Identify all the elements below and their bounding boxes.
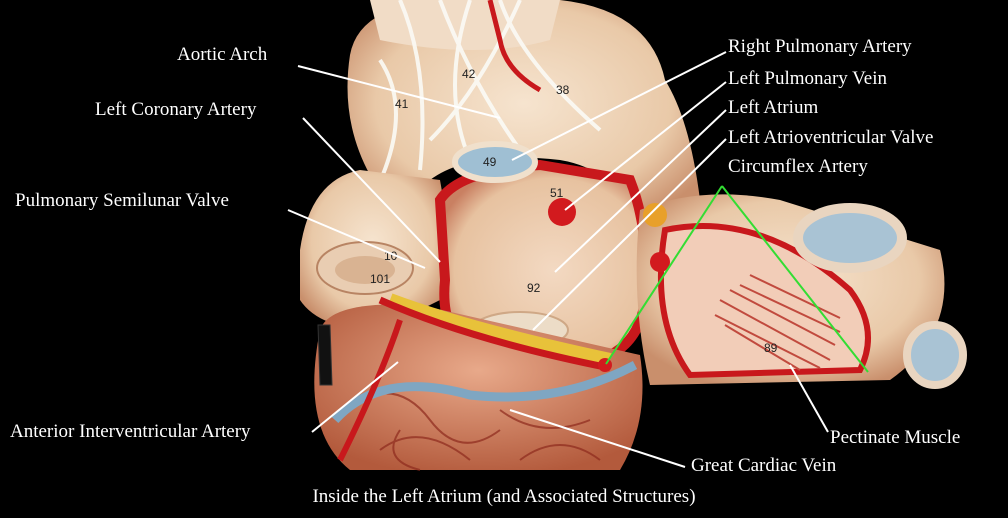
label-left-coronary-artery: Left Coronary Artery xyxy=(95,99,257,120)
label-pulmonary-semilunar-valve: Pulmonary Semilunar Valve xyxy=(15,190,229,211)
figure-caption: Inside the Left Atrium (and Associated Structures) xyxy=(312,486,696,507)
model-clip xyxy=(318,325,332,385)
pulmonary-vein-marker xyxy=(548,198,576,226)
circumflex-marker xyxy=(598,358,612,372)
num-89: 89 xyxy=(764,341,778,355)
num-101: 101 xyxy=(370,272,391,286)
label-circumflex-artery: Circumflex Artery xyxy=(728,156,868,177)
num-49: 49 xyxy=(483,155,497,169)
num-51: 51 xyxy=(550,186,564,200)
label-aortic-arch: Aortic Arch xyxy=(177,44,268,65)
num-42: 42 xyxy=(462,67,476,81)
label-pectinate-muscle: Pectinate Muscle xyxy=(830,427,961,448)
label-great-cardiac-vein: Great Cardiac Vein xyxy=(691,455,837,476)
num-10: 10 xyxy=(384,249,398,263)
pulmonary-vein-stub-lower xyxy=(907,325,963,385)
num-41: 41 xyxy=(395,97,409,111)
label-left-pulmonary-vein: Left Pulmonary Vein xyxy=(728,68,888,89)
num-38: 38 xyxy=(556,83,570,97)
label-anterior-interventricular-artery: Anterior Interventricular Artery xyxy=(10,421,251,442)
top-vessels-shape xyxy=(370,0,560,50)
label-left-atrioventricular-valve: Left Atrioventricular Valve xyxy=(728,127,934,148)
label-right-pulmonary-artery: Right Pulmonary Artery xyxy=(728,36,912,57)
label-left-atrium: Left Atrium xyxy=(728,97,819,118)
num-92: 92 xyxy=(527,281,541,295)
pulmonary-vein-stub-right xyxy=(798,208,902,268)
